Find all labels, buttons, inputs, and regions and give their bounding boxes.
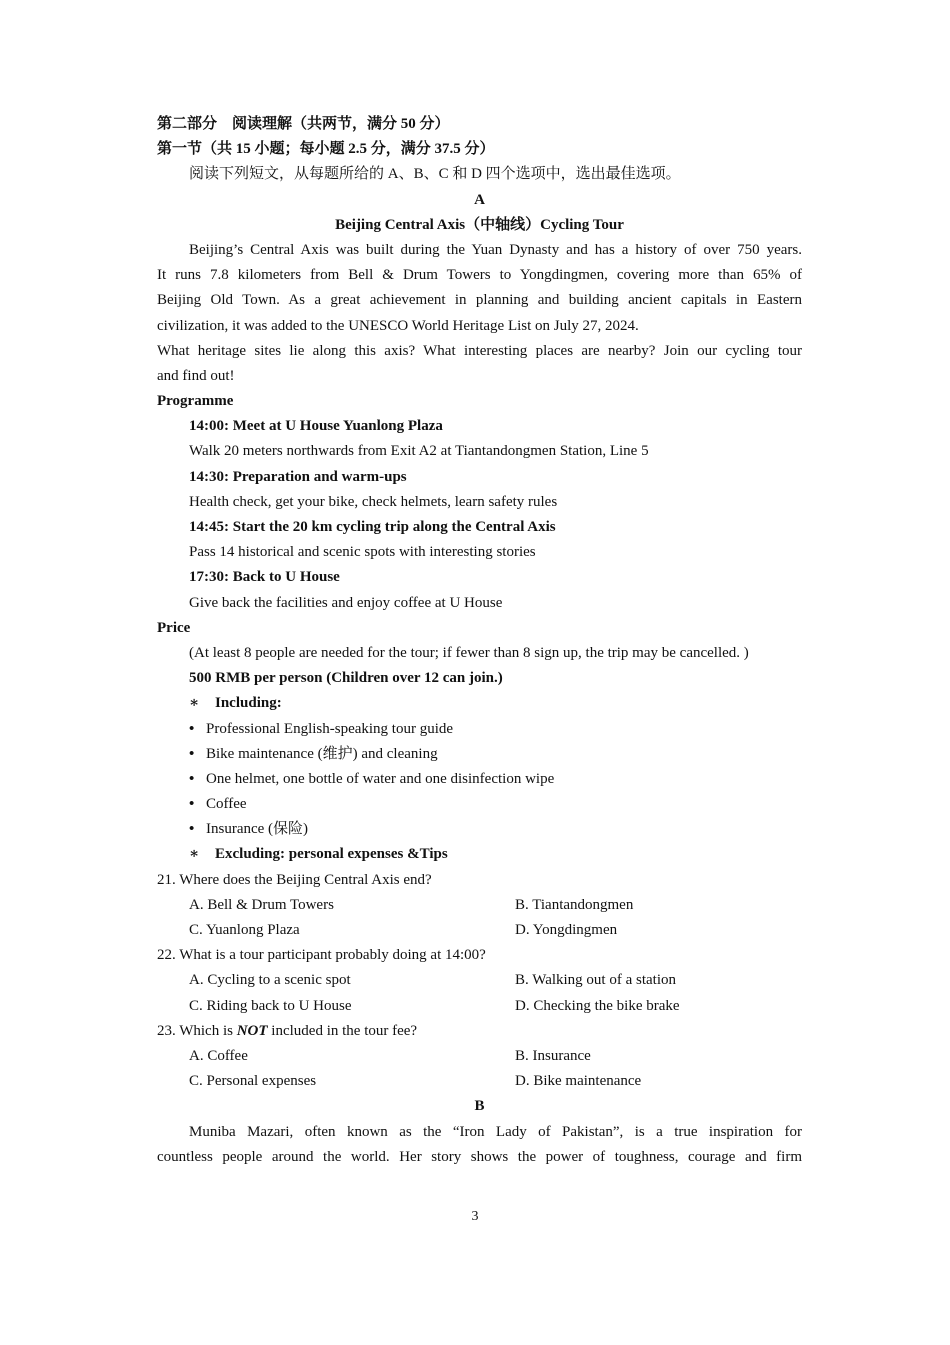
programme-time: 14:00: Meet at U House Yuanlong Plaza [189, 418, 443, 435]
passage-a-title: Beijing Central Axis（中轴线）Cycling Tour [335, 216, 624, 233]
paragraph-line: It runs 7.8 kilometers from Bell & Drum Towers to Yongdingmen, covering more than 65% of [157, 267, 802, 284]
section-title: 第一节（共 15 小题；每小题 2.5 分，满分 37.5 分） [157, 141, 495, 158]
paragraph-line: countless people around the world. Her story shows the power of toughness, courage and firm [157, 1148, 802, 1165]
option-a[interactable]: A. Cycling to a scenic spot [189, 972, 351, 989]
asterisk-icon: ∗ [189, 695, 200, 712]
instruction: 阅读下列短文，从每题所给的 A、B、C 和 D 四个选项中，选出最佳选项。 [189, 166, 681, 183]
option-row [157, 968, 802, 993]
option-d[interactable]: D. Yongdingmen [515, 922, 618, 938]
page-number: 3 [471, 1209, 479, 1224]
paragraph-line: and find out! [157, 367, 235, 384]
emphasis-not: NOT [236, 1022, 268, 1039]
including-item: • Professional English-speaking tour guide [157, 717, 802, 742]
question-stem-start: 23. Which is [157, 1022, 237, 1039]
option-d[interactable]: D. Bike maintenance [515, 1073, 642, 1090]
including-item: • Insurance (保险) [157, 817, 802, 842]
programme-time: 14:45: Start the 20 km cycling trip along the Central Axis [189, 519, 556, 535]
option-row [157, 1044, 802, 1069]
programme-time: 17:30: Back to U House [189, 569, 340, 586]
option-a[interactable]: A. Coffee [189, 1047, 248, 1064]
question-stem: 21. Where does the Beijing Central Axis end? [157, 871, 432, 888]
excluding-label: Excluding: personal expenses &Tips [215, 846, 448, 863]
option-row [157, 994, 802, 1019]
passage-a-letter: A [474, 191, 485, 208]
question-stem [157, 1019, 802, 1044]
part-title: 第二部分 阅读理解（共两节，满分 50 分） [157, 116, 450, 132]
option-row [157, 918, 802, 943]
document-page [157, 112, 802, 1170]
option-row [157, 1069, 802, 1094]
option-c[interactable]: C. Riding back to U House [189, 997, 352, 1014]
option-b[interactable]: B. Walking out of a station [515, 972, 677, 989]
paragraph-line: civilization, it was added to the UNESCO World Heritage List on July 27, 2024. [157, 317, 639, 334]
option-c[interactable]: C. Yuanlong Plaza [189, 922, 300, 938]
passage-b-letter: B [474, 1098, 485, 1115]
option-b[interactable]: B. Insurance [515, 1047, 591, 1064]
question-stem-end: included in the tour fee? [267, 1022, 418, 1039]
including-label: Including: [215, 695, 282, 712]
programme-detail: Health check, get your bike, check helmets, learn safety rules [189, 493, 558, 510]
programme-time: 14:30: Preparation and warm-ups [189, 468, 407, 485]
question-stem: 22. What is a tour participant probably doing at 14:00? [157, 947, 486, 964]
programme-detail: Give back the facilities and enjoy coffee at U House [189, 594, 503, 611]
including-item: • One helmet, one bottle of water and one disinfection wipe [157, 767, 802, 792]
including-item: • Coffee [157, 792, 802, 817]
programme-heading: Programme [157, 393, 234, 410]
programme-detail: Walk 20 meters northwards from Exit A2 at Tiantandongmen Station, Line 5 [189, 443, 649, 460]
paragraph-line: Beijing Old Town. As a great achievement in planning and building ancient capitals in Eastern [157, 292, 802, 309]
paragraph-line: Beijing’s Central Axis was built during the Yuan Dynasty and has a history of over 750 years. [189, 241, 802, 258]
price-note: (At least 8 people are needed for the tour; if fewer than 8 sign up, the trip may be cancelled. ) [189, 644, 749, 661]
paragraph-line: Muniba Mazari, often known as the “Iron Lady of Pakistan”, is a true inspiration for [189, 1123, 802, 1140]
option-d[interactable]: D. Checking the bike brake [515, 997, 680, 1014]
price-main: 500 RMB per person (Children over 12 can join.) [189, 670, 503, 687]
option-c[interactable]: C. Personal expenses [189, 1073, 317, 1090]
option-a[interactable]: A. Bell & Drum Towers [189, 896, 334, 913]
price-heading: Price [157, 619, 191, 636]
asterisk-icon: ∗ [189, 846, 200, 863]
programme-detail: Pass 14 historical and scenic spots with interesting stories [189, 544, 536, 561]
including-item: • Bike maintenance (维护) and cleaning [157, 742, 802, 767]
option-row [157, 893, 802, 918]
excluding-row [157, 842, 802, 867]
paragraph-line: What heritage sites lie along this axis? What interesting places are nearby? Join our cycling tour [157, 342, 802, 359]
option-b[interactable]: B. Tiantandongmen [515, 896, 634, 913]
including-row [157, 691, 802, 716]
